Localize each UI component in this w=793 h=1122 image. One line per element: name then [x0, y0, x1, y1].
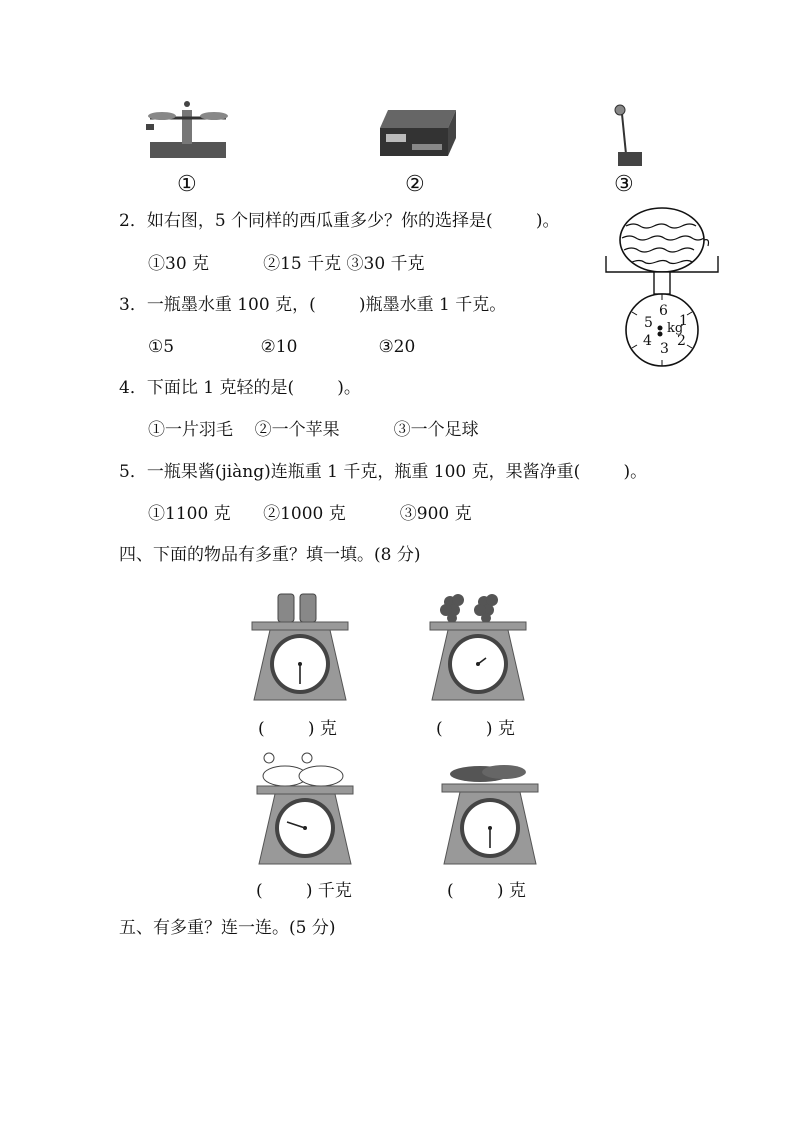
question-2: 2．如右图，5 个同样的西瓜重多少？你的选择是( )。: [119, 211, 560, 231]
scale-ducks-image: [255, 748, 355, 866]
question-4-options: ①一片羽毛 ②一个苹果 ③一个足球: [148, 420, 479, 440]
dial-number-3: 3: [660, 341, 669, 357]
scale-eggplant-image: [440, 758, 540, 866]
balance-scale-image: [140, 96, 236, 162]
dial-number-2: 2: [677, 333, 686, 349]
dial-number-4: 4: [643, 333, 652, 349]
instrument-label-3: ③: [614, 172, 634, 197]
section-4-title: 四、下面的物品有多重？填一填。(8 分): [119, 545, 421, 565]
answer-ducks-kilograms[interactable]: ( ) 千克: [256, 881, 352, 901]
dial-number-5: 5: [644, 315, 653, 331]
question-2-options: ①30 克 ②15 千克 ③30 千克: [148, 254, 425, 274]
question-4: 4．下面比 1 克轻的是( )。: [119, 378, 361, 398]
question-5: 5．一瓶果酱(jiàng)连瓶重 1 千克，瓶重 100 克，果酱净重( )。: [119, 462, 648, 482]
answer-eggplant-grams[interactable]: ( ) 克: [447, 881, 526, 901]
question-5-options: ①1100 克 ②1000 克 ③900 克: [148, 504, 472, 524]
scale-grapes-image: [428, 578, 528, 702]
dial-unit-kg: kg: [667, 321, 684, 336]
answer-grapes-grams[interactable]: ( ) 克: [436, 719, 515, 739]
answer-cans-grams[interactable]: ( ) 克: [258, 719, 337, 739]
dial-number-1: 1: [679, 313, 688, 329]
scale-cans-image: [250, 588, 350, 702]
electronic-scale-image: [378, 104, 458, 160]
instrument-label-2: ②: [405, 172, 425, 197]
question-3: 3．一瓶墨水重 100 克，( )瓶墨水重 1 千克。: [119, 295, 507, 315]
instrument-label-1: ①: [177, 172, 197, 197]
section-5-title: 五、有多重？连一连。(5 分): [119, 918, 336, 938]
question-3-options: ①5 ②10 ③20: [148, 337, 416, 357]
platform-scale-image: [608, 102, 648, 168]
dial-number-6: 6: [659, 303, 668, 319]
